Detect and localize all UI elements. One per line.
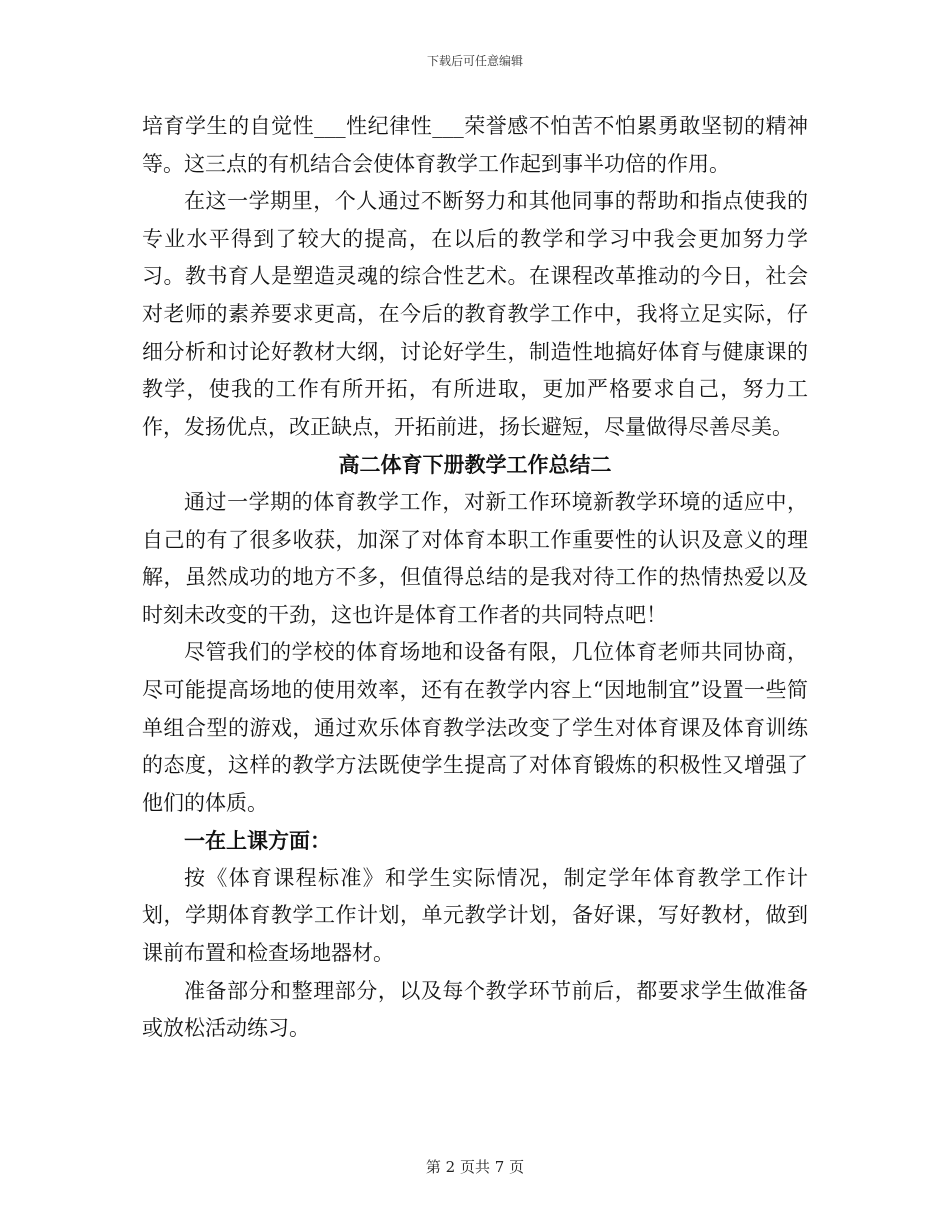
paragraph-semester-summary: 在这一学期里，个人通过不断努力和其他同事的帮助和指点使我的专业水平得到了较大的提高，在以后的教学和学习中我会更加努力学习。教书育人是塑造灵魂的综合性艺术。在课程改革推动的今日，社会对老师的素养要求更高，在今后的教育教学工作中，我将立足实际，仔细分析和讨论好教材大纲，讨论好学生，制造性地搞好体育与健康课的教学，使我的工作有所开拓，有所进取，更加严格要求自己，努力工作，发扬优点，改正缺点，开拓前进，扬长避短，尽量做得尽善尽美。 bbox=[142, 189, 808, 439]
paragraph-warmup: 准备部分和整理部分，以及每个教学环节前后，都要求学生做准备或放松活动练习。 bbox=[142, 978, 808, 1041]
paragraph-continuation: 培育学生的自觉性___性纪律性___荣誉感不怕苦不怕累勇敢坚韧的精神等。这三点的有机结合会使体育教学工作起到事半功倍的作用。 bbox=[142, 114, 808, 176]
page-number: 第 2 页共 7 页 bbox=[425, 1158, 525, 1176]
section-title: 高二体育下册教学工作总结二 bbox=[338, 452, 612, 478]
page-header-note: 下载后可任意编辑 bbox=[426, 54, 523, 68]
document-body bbox=[142, 108, 808, 1048]
paragraph-intro: 通过一学期的体育教学工作，对新工作环境新教学环境的适应中，自己的有了很多收获，加深了对体育本职工作重要性的认识及意义的理解，虽然成功的地方不多，但值得总结的是我对待工作的热情热爱以及时刻未改变的干劲，这也许是体育工作者的共同特点吧！ bbox=[142, 489, 808, 627]
paragraph-planning: 按《体育课程标准》和学生实际情况，制定学年体育教学工作计划，学期体育教学工作计划，单元教学计划，备好课，写好教材，做到课前布置和检查场地器材。 bbox=[142, 865, 808, 966]
subheading-classes: 一在上课方面： bbox=[184, 828, 331, 854]
paragraph-facilities: 尽管我们的学校的体育场地和设备有限，几位体育老师共同协商，尽可能提高场地的使用效率，还有在教学内容上“因地制宜”设置一些简单组合型的游戏，通过欢乐体育教学法改变了学生对体育课及体育训练的态度，这样的教学方法既使学生提高了对体育锻炼的积极性又增强了他们的体质。 bbox=[142, 640, 808, 815]
